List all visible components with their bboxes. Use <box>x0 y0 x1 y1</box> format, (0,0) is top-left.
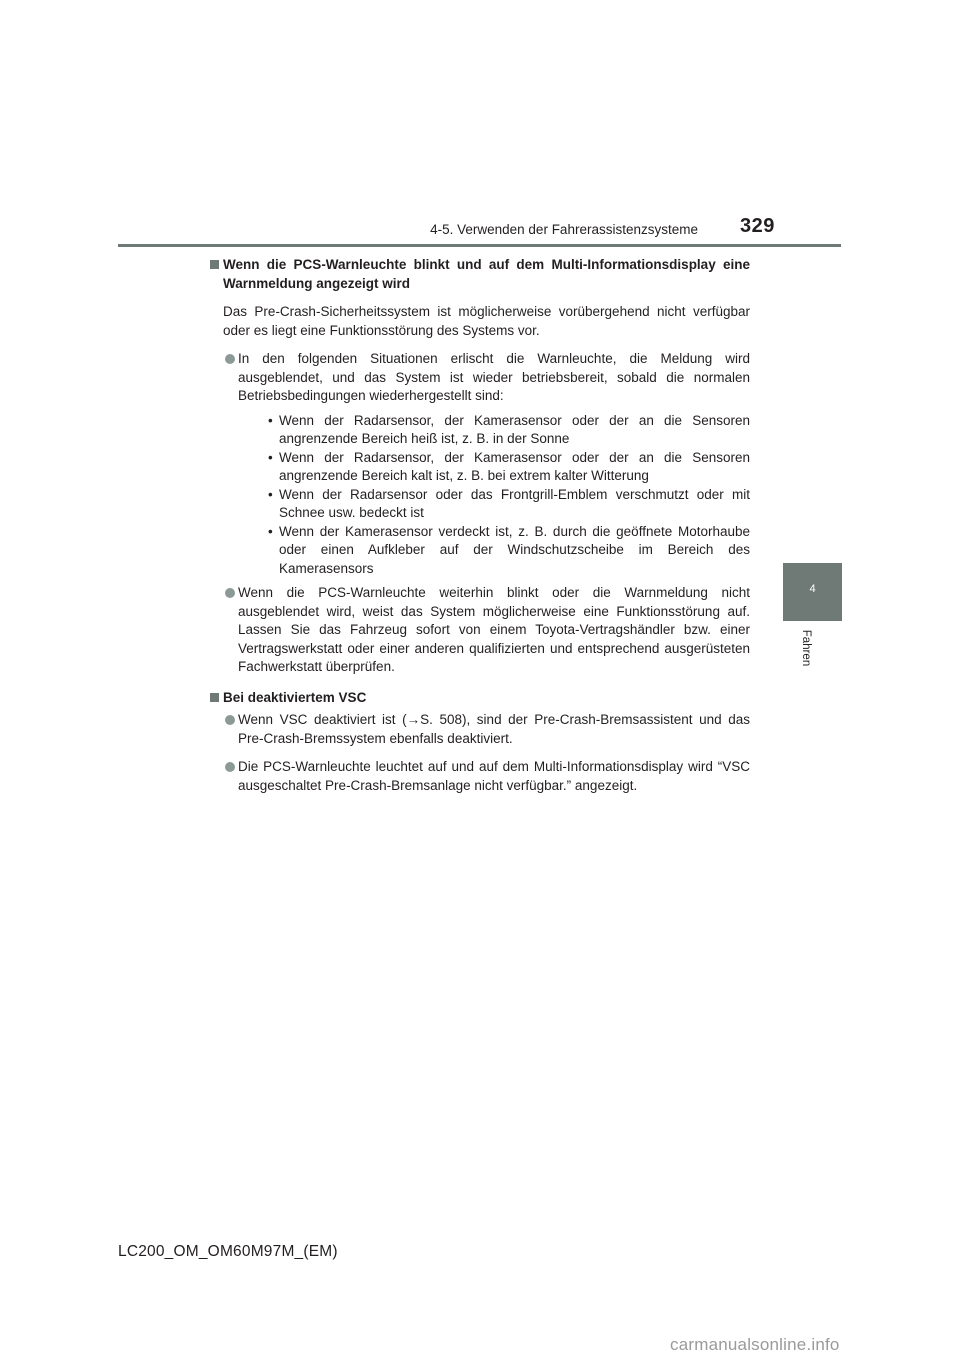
circle-bullet-icon <box>225 762 235 772</box>
header-rule <box>118 244 841 247</box>
circle-bullet-icon <box>225 588 235 598</box>
square-bullet-icon <box>210 693 219 702</box>
section-pcs-warning <box>210 256 750 677</box>
dot-marker-icon: • <box>268 523 273 539</box>
circle-bullet-icon <box>225 354 235 364</box>
section-vsc-disabled <box>210 689 750 796</box>
section-intro: Das Pre-Crash-Sicherheitssystem ist möglicherweise vorübergehend nicht verfügbar oder es liegt eine Funktionsstörung des Systems vor. <box>223 304 750 338</box>
chapter-tab <box>783 563 842 621</box>
chapter-label: Fahren <box>800 629 812 667</box>
sub-list-item: • Wenn der Kamerasensor verdeckt ist, z. B. durch die geöffnete Motorhaube oder einen Aufkleber auf der Windschutzscheibe im Bereich des Kamerasensors <box>268 523 750 576</box>
sub-list <box>238 412 750 579</box>
section-heading: Bei deaktiviertem VSC <box>210 689 750 708</box>
list-item: Wenn die PCS-Warnleuchte weiterhin blinkt oder die Warnmeldung nicht ausgeblendet wird, weist das System möglicherweise eine Funktionsstörung auf. Lassen Sie das Fahrzeug sofort von einem Toyota-Vertragshändler bzw. einer Vertragswerkstatt oder einer anderen qualifizierten und entsprechend ausgerüsteten Fachwerkstatt überprüfen. <box>210 584 750 677</box>
square-bullet-icon <box>210 260 219 269</box>
chapter-tab-number: 4 <box>809 583 816 595</box>
dot-marker-icon: • <box>268 449 273 465</box>
watermark: carmanualsonline.info <box>670 1335 840 1354</box>
section-heading: Wenn die PCS-Warnleuchte blinkt und auf dem Multi-Informationsdisplay eine Warnmeldung angezeigt wird <box>210 256 750 293</box>
header-section-title: 4-5. Verwenden der Fahrerassistenzsysteme <box>430 222 698 237</box>
sub-list-item: • Wenn der Radarsensor, der Kamerasensor oder der an die Sensoren angrenzende Bereich kalt ist, z. B. bei extrem kalter Witterung <box>268 449 750 483</box>
page-number: 329 <box>740 215 775 237</box>
list-item: In den folgenden Situationen erlischt die Warnleuchte, die Meldung wird ausgeblendet, und das System ist wieder betriebsbereit, sobald die normalen Betriebsbedingungen wiederhergestellt sind: • Wenn der Radarsensor, der Kamerasensor oder der an die Sensoren angrenzende Bereich heiß ist, z. B. in der Sonne • Wenn der Radarsensor, der Kamerasensor oder der an die Sensoren angrenzende Bereich kalt ist, z. B. bei extrem kalter Witterung • Wenn der Radarsensor oder das Frontgrill-Emblem verschmutzt oder mit Schnee usw. bedeckt ist • Wenn der Kamerasensor verdeckt ist, z. B. durch die geöffnete Motorhaube oder einen Aufkleber auf der Windschutzscheibe im Bereich des Kamerasensors <box>210 350 750 578</box>
sub-list-item: • Wenn der Radarsensor oder das Frontgrill-Emblem verschmutzt oder mit Schnee usw. bedeckt ist <box>268 486 750 520</box>
dot-marker-icon: • <box>268 412 273 428</box>
list-item: Wenn VSC deaktiviert ist (→S. 508), sind der Pre-Crash-Bremsassistent und das Pre-Crash-Bremssystem ebenfalls deaktiviert. <box>210 711 750 748</box>
circle-bullet-icon <box>225 715 235 725</box>
main-content <box>210 256 750 795</box>
sub-list-item: • Wenn der Radarsensor, der Kamerasensor oder der an die Sensoren angrenzende Bereich heiß ist, z. B. in der Sonne <box>268 412 750 446</box>
dot-marker-icon: • <box>268 486 273 502</box>
document-code: LC200_OM_OM60M97M_(EM) <box>118 1243 338 1260</box>
list-item: Die PCS-Warnleuchte leuchtet auf und auf dem Multi-Informationsdisplay wird “VSC ausgeschaltet Pre-Crash-Bremsanlage nicht verfügbar.” angezeigt. <box>210 758 750 795</box>
